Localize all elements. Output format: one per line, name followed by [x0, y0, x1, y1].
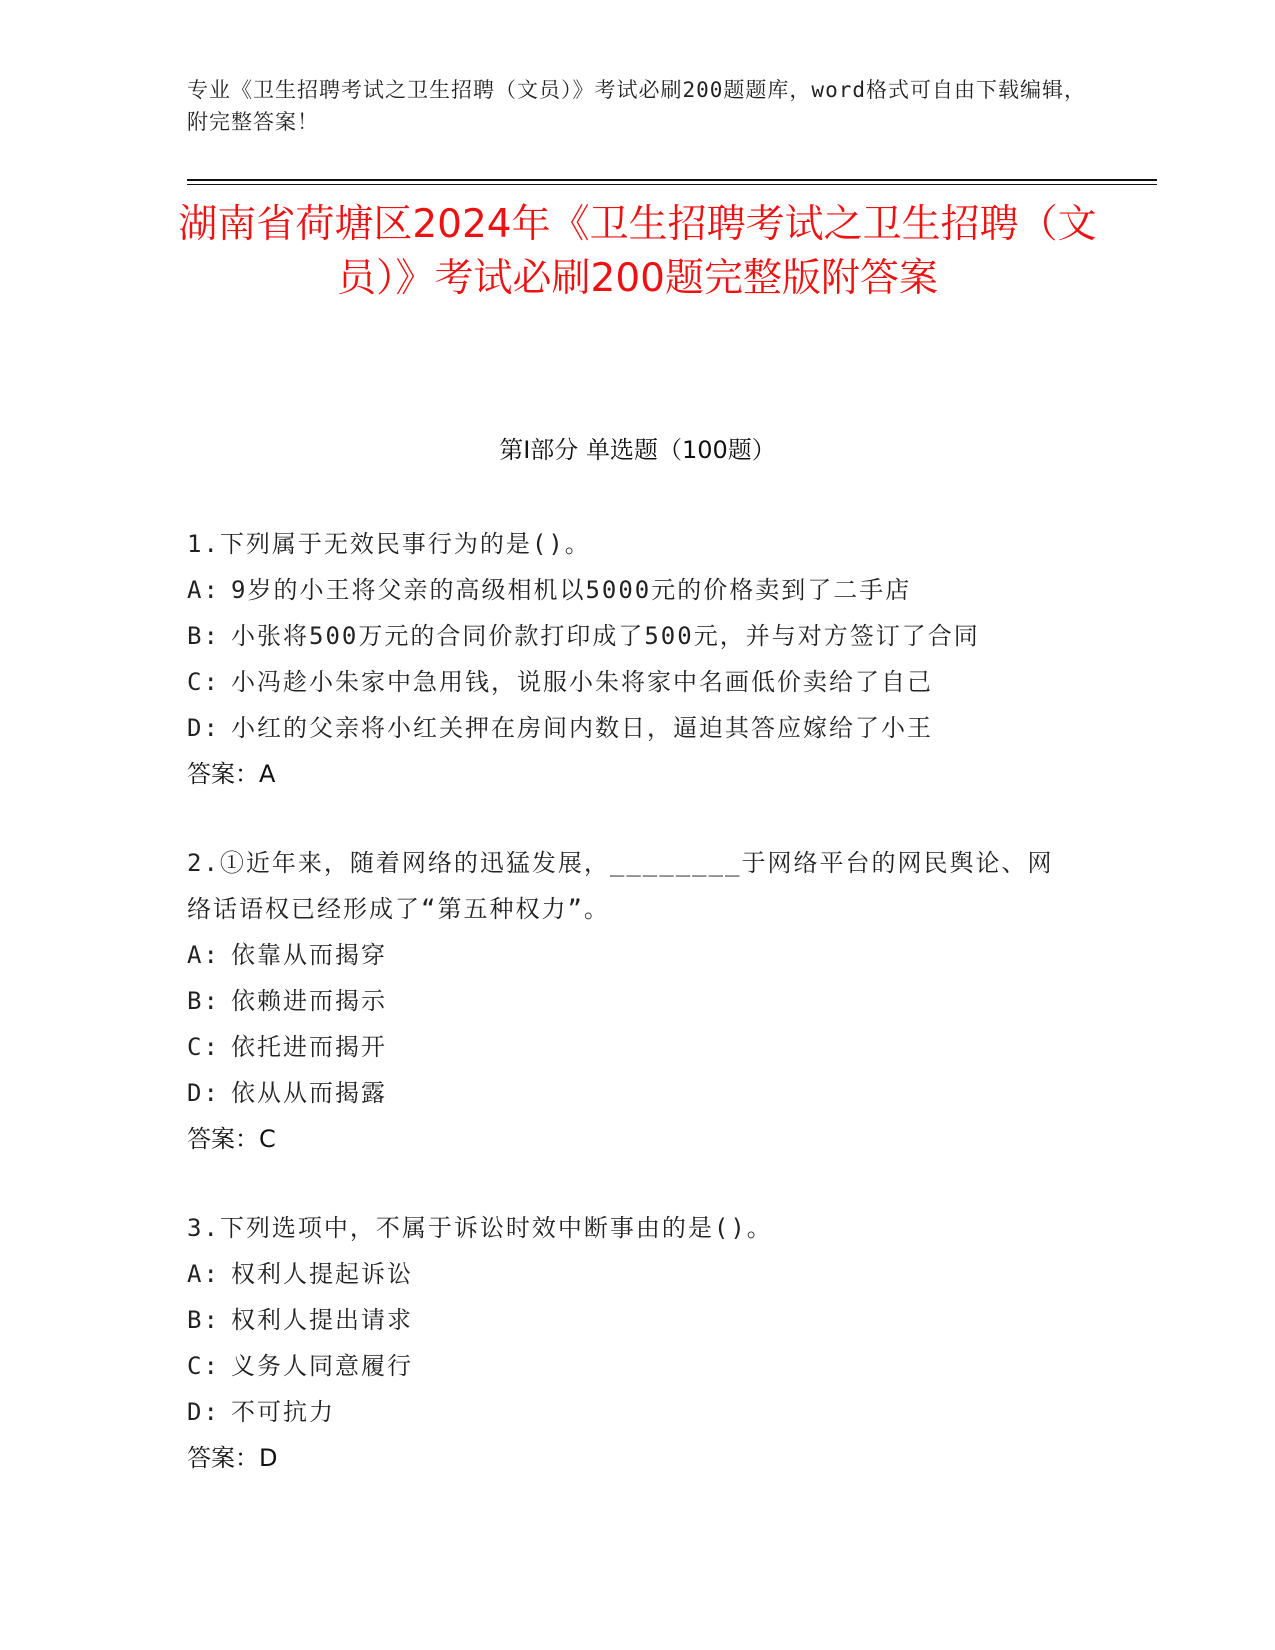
option-letter: A: [187, 1260, 220, 1288]
option-c [187, 1343, 1087, 1389]
option-letter: A: [187, 576, 220, 604]
option-a [187, 1251, 1087, 1297]
option-a [187, 932, 1087, 978]
answer-label: 答案：D [187, 1444, 278, 1472]
header-note: 专业《卫生招聘考试之卫生招聘（文员）》考试必刷200题题库，word格式可自由下载编辑，附完整答案！ [187, 78, 1086, 134]
option-c [187, 659, 1087, 705]
option-letter: D: [187, 1398, 220, 1426]
header-divider-thin [187, 184, 1157, 185]
header-divider-thick [187, 179, 1157, 181]
option-text: 9岁的小王将父亲的高级相机以5000元的价格卖到了二手店 [231, 576, 912, 604]
option-letter: C: [187, 1352, 220, 1380]
option-letter: B: [187, 1306, 220, 1334]
option-text: 权利人提起诉讼 [231, 1260, 413, 1288]
option-text: 依托进而揭开 [231, 1033, 387, 1061]
option-text: 依赖进而揭示 [231, 987, 387, 1015]
option-b [187, 978, 1087, 1024]
option-text: 依靠从而揭穿 [231, 941, 387, 969]
option-c [187, 1024, 1087, 1070]
option-text: 权利人提出请求 [231, 1306, 413, 1334]
option-a [187, 567, 1087, 613]
question-stem: 1.下列属于无效民事行为的是()。 [187, 530, 591, 558]
option-d [187, 705, 1087, 751]
option-b [187, 1297, 1087, 1343]
option-letter: C: [187, 668, 220, 696]
option-text: 不可抗力 [231, 1398, 335, 1426]
option-letter: B: [187, 622, 220, 650]
question-stem: 2.①近年来，随着网络的迅猛发展，________于网络平台的网民舆论、网络话语权已经形成了“第五种权力”。 [187, 849, 1054, 923]
answer-label: 答案：C [187, 1125, 276, 1153]
document-title: 湖南省荷塘区2024年《卫生招聘考试之卫生招聘（文员）》考试必刷200题完整版附答案 [178, 202, 1097, 301]
option-text: 小红的父亲将小红关押在房间内数日，逼迫其答应嫁给了小王 [231, 714, 933, 742]
section-heading: 第Ⅰ部分 单选题（100题） [499, 436, 776, 464]
option-b [187, 613, 1087, 659]
answer-label: 答案：A [187, 760, 276, 788]
option-text: 依从从而揭露 [231, 1079, 387, 1107]
option-text: 小冯趁小朱家中急用钱，说服小朱将家中名画低价卖给了自己 [231, 668, 933, 696]
question-list [187, 521, 1087, 1524]
option-letter: D: [187, 1079, 220, 1107]
question-2 [187, 840, 1087, 1162]
option-letter: A: [187, 941, 220, 969]
option-text: 小张将500万元的合同价款打印成了500元，并与对方签订了合同 [231, 622, 980, 650]
option-d [187, 1389, 1087, 1435]
question-3 [187, 1205, 1087, 1481]
option-text: 义务人同意履行 [231, 1352, 413, 1380]
option-letter: C: [187, 1033, 220, 1061]
option-letter: D: [187, 714, 220, 742]
question-stem: 3.下列选项中，不属于诉讼时效中断事由的是()。 [187, 1214, 773, 1242]
option-letter: B: [187, 987, 220, 1015]
option-d [187, 1070, 1087, 1116]
question-1 [187, 521, 1087, 797]
